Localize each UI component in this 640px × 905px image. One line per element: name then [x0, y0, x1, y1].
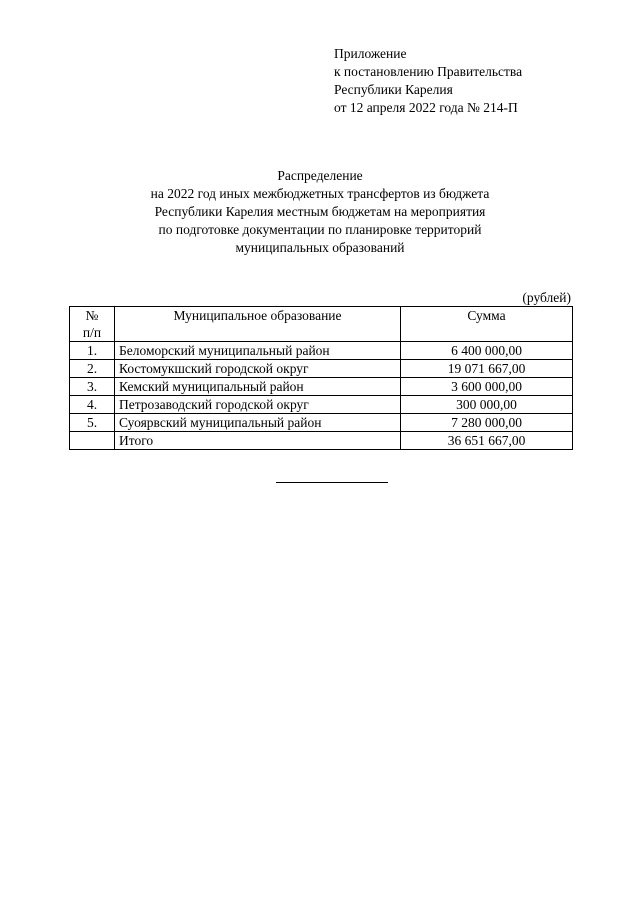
title-line: Распределение — [277, 168, 363, 183]
appendix-block — [334, 45, 522, 117]
header-num — [70, 307, 115, 342]
row-name: Петрозаводский городской округ — [115, 396, 401, 414]
title-line: муниципальных образований — [235, 240, 405, 255]
document-title — [0, 167, 640, 257]
budget-table — [69, 306, 573, 450]
row-name: Кемский муниципальный район — [115, 378, 401, 396]
appendix-line: к постановлению Правительства — [334, 64, 523, 79]
units-label: (рублей) — [522, 290, 571, 305]
title-line: по подготовке документации по планировке территорий — [158, 222, 482, 237]
header-sum: Сумма — [401, 307, 573, 342]
appendix-line: Приложение — [334, 46, 407, 61]
row-sum: 6 400 000,00 — [401, 342, 573, 360]
end-divider — [276, 482, 388, 483]
appendix-line: от 12 апреля 2022 года № 214-П — [334, 100, 518, 115]
table-header-row — [70, 307, 573, 342]
total-row — [70, 432, 573, 450]
header-name: Муниципальное образование — [115, 307, 401, 342]
appendix-line: Республики Карелия — [334, 82, 453, 97]
row-name: Костомукшский городской округ — [115, 360, 401, 378]
title-line: Республики Карелия местным бюджетам на мероприятия — [154, 204, 486, 219]
table-row — [70, 396, 573, 414]
row-num: 2. — [70, 360, 115, 378]
total-num — [70, 432, 115, 450]
row-num: 4. — [70, 396, 115, 414]
title-line: на 2022 год иных межбюджетных трансфертов из бюджета — [150, 186, 490, 201]
table-row — [70, 414, 573, 432]
header-num-line2: п/п — [82, 325, 102, 340]
row-sum: 7 280 000,00 — [401, 414, 573, 432]
row-num: 5. — [70, 414, 115, 432]
table-row — [70, 378, 573, 396]
table-row — [70, 342, 573, 360]
row-num: 3. — [70, 378, 115, 396]
row-sum: 19 071 667,00 — [401, 360, 573, 378]
header-num-line1: № — [85, 308, 99, 323]
row-name: Беломорский муниципальный район — [115, 342, 401, 360]
row-sum: 300 000,00 — [401, 396, 573, 414]
total-sum: 36 651 667,00 — [401, 432, 573, 450]
row-sum: 3 600 000,00 — [401, 378, 573, 396]
total-label: Итого — [115, 432, 401, 450]
table-row — [70, 360, 573, 378]
row-num: 1. — [70, 342, 115, 360]
row-name: Суоярвский муниципальный район — [115, 414, 401, 432]
